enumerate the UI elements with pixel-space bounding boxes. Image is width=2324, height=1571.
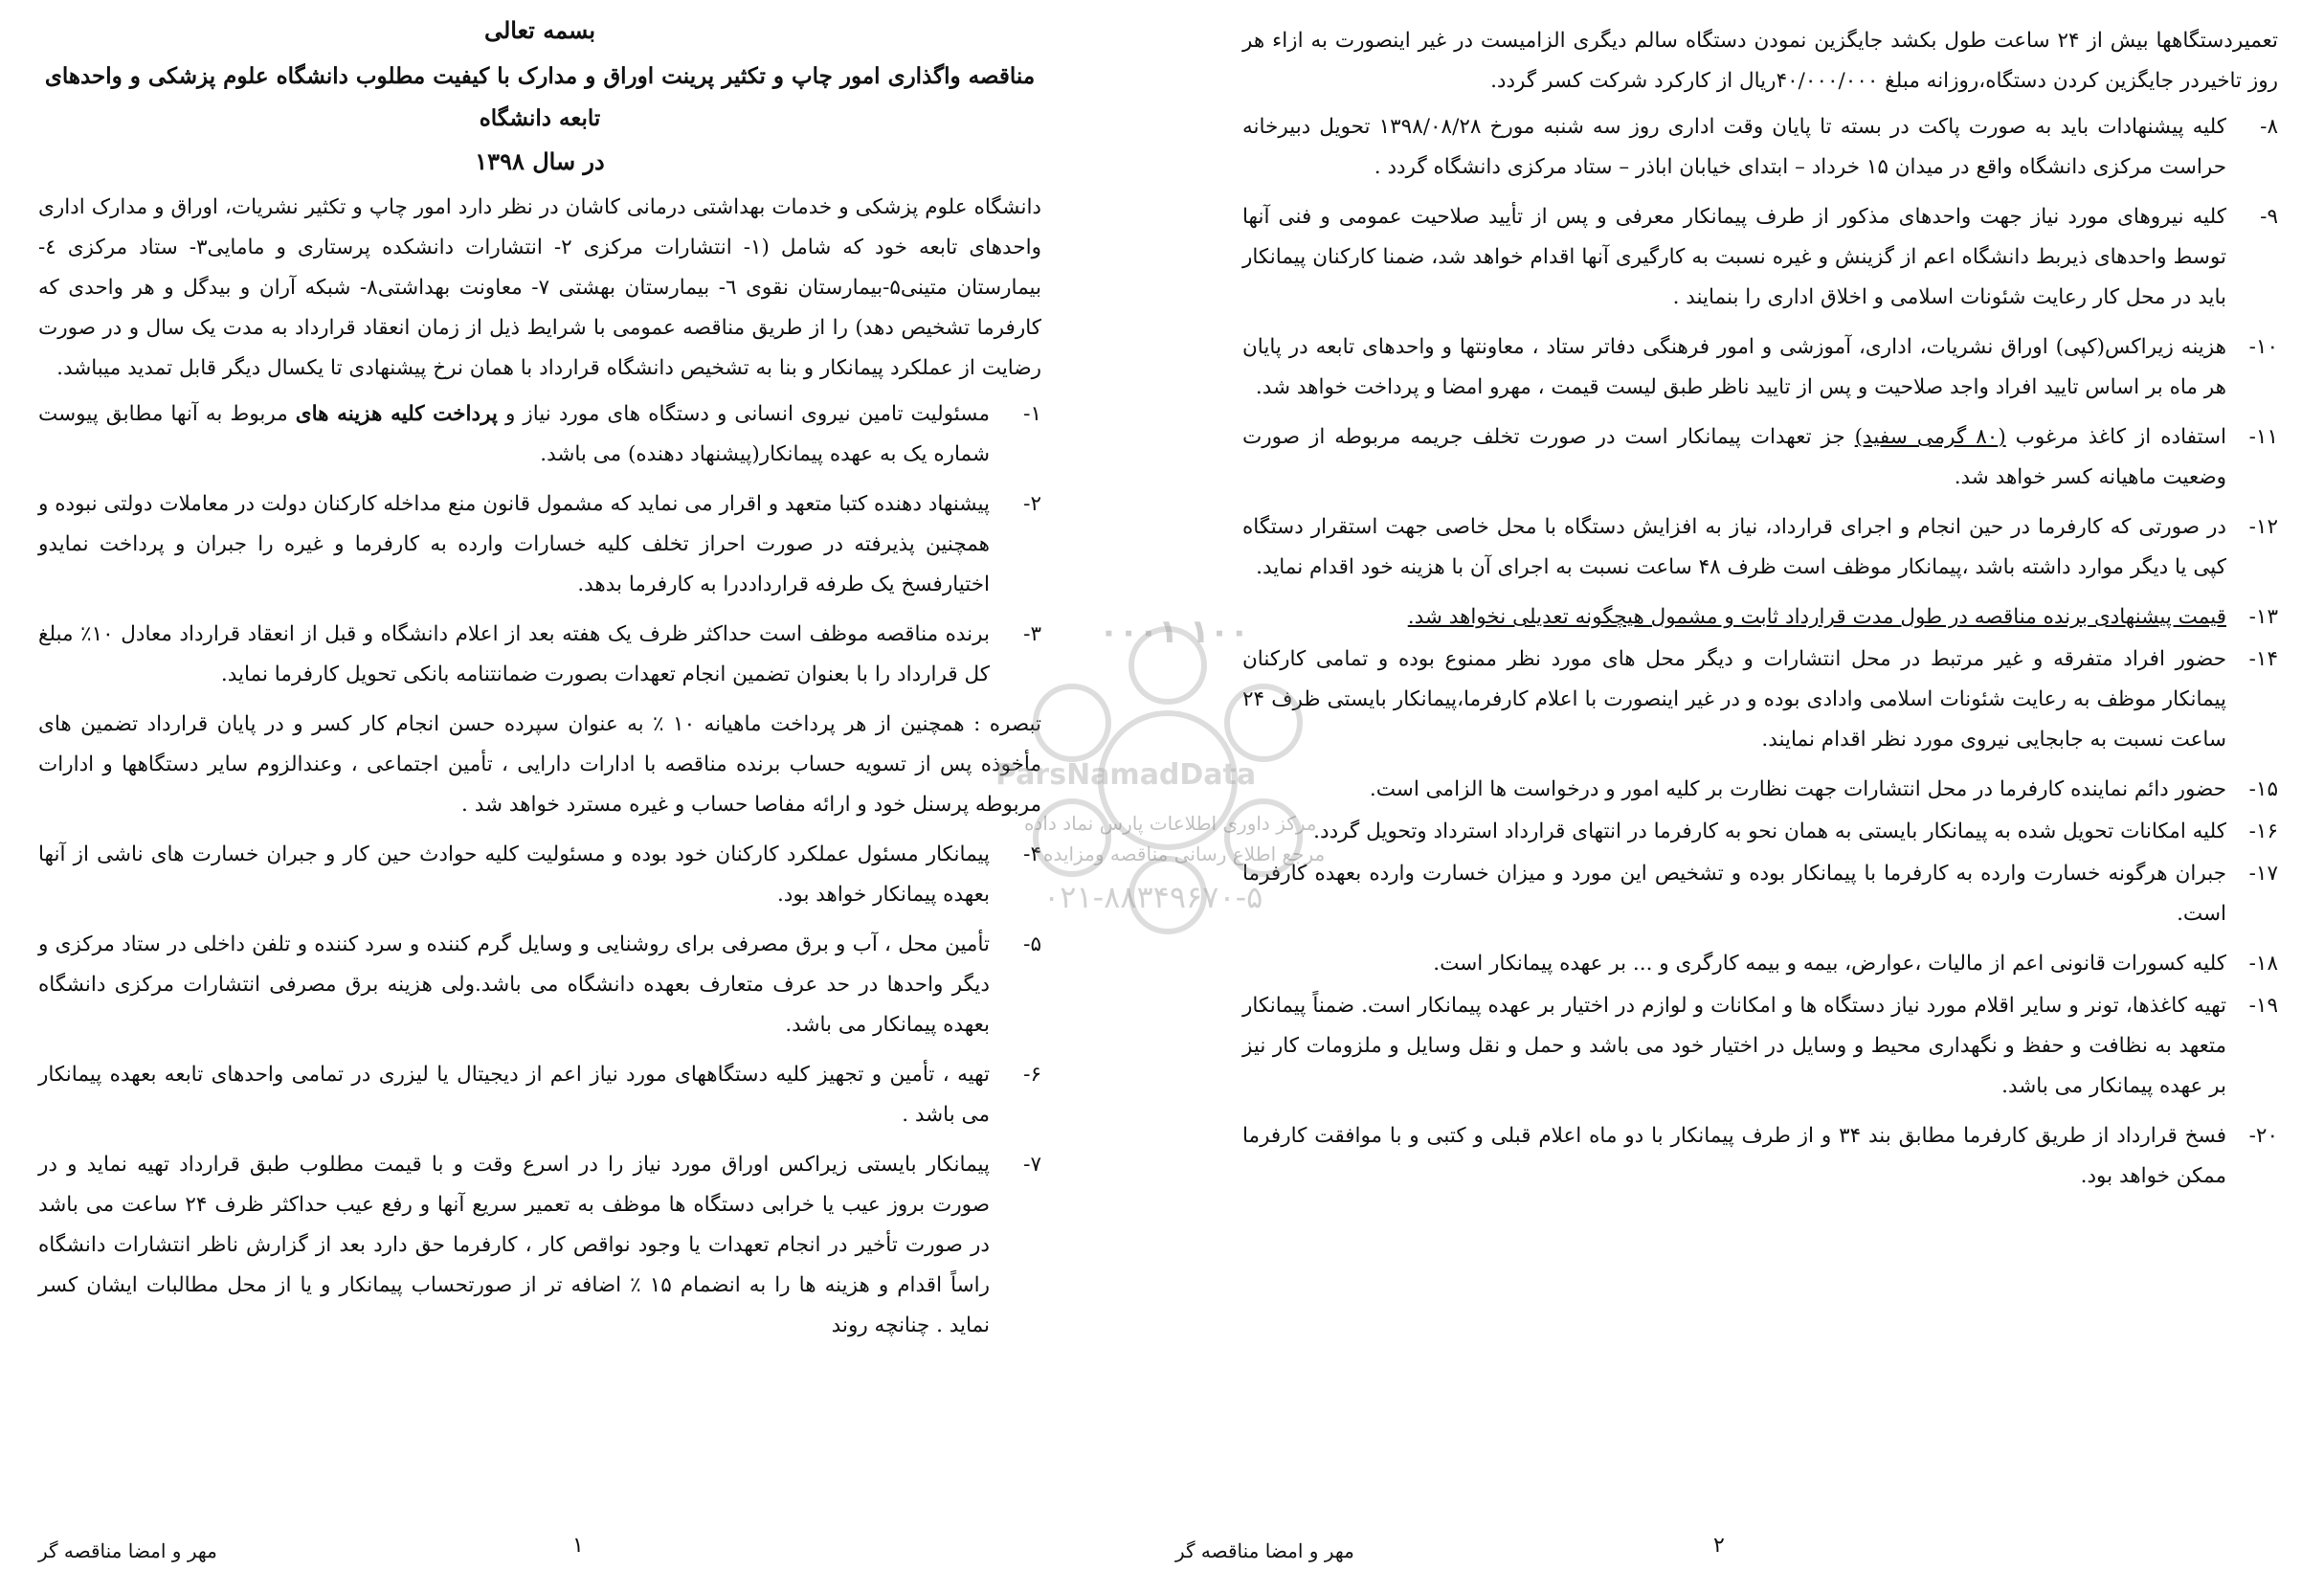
watermark-phone: ۰۲۱-۸۸۳۴۹۶۷۰-۵ xyxy=(1043,879,1263,915)
clause-number: ۲- xyxy=(1023,492,1041,516)
page-1 xyxy=(0,0,1101,1571)
clause-20 xyxy=(1242,1116,2278,1197)
clause-text-bold: پرداخت کلیه هزینه های xyxy=(295,402,498,426)
clause-2 xyxy=(38,484,1041,605)
clause-text: پیشنهاد دهنده کتبا متعهد و اقرار می نماید که مشمول قانون منع مداخله کارکنان دولت در معاملات دولتی نبوده و همچنین پذیرفته در صورت احراز تخلف کلیه خسارات وارده به کارفرما و غیره را جبران و پرداخت نمایدو اختیارفسخ یک طرفه قرارداددرا به کارفرما بدهد. xyxy=(38,492,990,596)
clause-number: ۴- xyxy=(1023,842,1041,866)
signature-label-2: مهر و امضا مناقصه گر xyxy=(1175,1539,1354,1562)
clause-15 xyxy=(1242,770,2278,810)
clause-text: جبران هرگونه خسارت وارده به کارفرما با پیمانکار بوده و تشخیص این مورد و میزان خسارت وارده بعهده کارفرما است. xyxy=(1242,862,2226,926)
clause-number: ۱۰- xyxy=(2248,335,2278,359)
paper-spec-underlined: (۸۰ گرمی سفید) xyxy=(1854,425,2006,449)
clause-text: حضور دائم نماینده کارفرما در محل انتشارات جهت نظارت بر کلیه امور و درخواست ها الزامی است. xyxy=(1369,777,2226,801)
clause-number: ۱۳- xyxy=(2248,605,2278,629)
page-number-1: ۱ xyxy=(572,1534,584,1558)
clause-number: ۱۵- xyxy=(2248,777,2278,801)
clause-number: ۱۴- xyxy=(2248,647,2278,671)
clause-number: ۲۰- xyxy=(2248,1124,2278,1148)
clause-text: در صورتی که کارفرما در حین انجام و اجرای قرارداد، نیاز به افزایش دستگاه با محل خاصی جهت استقرار دستگاه کپی یا دیگر موارد داشته باشد ،پیمانکار موظف است ظرف ۴۸ ساعت نسبت به اجرای آن با هزینه خود اقدام نماید. xyxy=(1242,515,2226,579)
invocation-heading: بسمه تعالی xyxy=(483,16,596,44)
clause-18 xyxy=(1242,944,2278,984)
watermark-brand: ParsNamadData xyxy=(995,758,1257,792)
clause-number: ۱- xyxy=(1023,402,1041,426)
clause-6 xyxy=(38,1055,1041,1135)
clause-text: کلیه امکانات تحویل شده به پیمانکار بایستی به همان نحو به کارفرما در انتهای قرارداد استرداد وتحویل گردد. xyxy=(1313,819,2226,843)
clause-3 xyxy=(38,615,1041,695)
clause-number: ۹- xyxy=(2260,205,2278,229)
clause-4 xyxy=(38,835,1041,915)
clause-text: برنده مناقصه موظف است حداکثر ظرف یک هفته بعد از اعلام دانشگاه و قبل از انعقاد قرارداد معادل ۱۰٪ مبلغ کل قرارداد را با بعنوان تضمین انجام تعهدات بصورت ضمانتنامه بانکی تحویل کارفرما نماید. xyxy=(38,622,990,686)
clause-text: تهیه کاغذها، تونر و سایر اقلام مورد نیاز دستگاه ها و امکانات و لوازم در اختیار بر عهده پیمانکار است. ضمناً پیمانکار متعهد به نظافت و حفظ و نگهداری محیط و وسایل در اختیار خود می باشد و حمل و نقل وسایل و ملزومات کار نیز بر عهده پیمانکار می باشد. xyxy=(1242,994,2226,1098)
clause-17 xyxy=(1242,854,2278,934)
clause-1 xyxy=(38,394,1041,475)
clause-number: ۱۱- xyxy=(2248,425,2278,449)
clause-text: پیمانکار مسئول عملکرد کارکنان خود بوده و مسئولیت کلیه حوادث حین کار و جبران خسارت های ناشی از آنها بعهده پیمانکار خواهد بود. xyxy=(38,842,990,907)
clause-10 xyxy=(1242,327,2278,408)
clause-number: ۱۶- xyxy=(2248,819,2278,843)
clause-5 xyxy=(38,925,1041,1045)
note-paragraph: تبصره : همچنین از هر پرداخت ماهیانه ۱۰ ٪ به عنوان سپرده حسن انجام کار کسر و در پایان قرارداد تضمین های مأخوذه پس از تسویه حساب برنده مناقصه با ادارات دارایی ، تأمین اجتماعی ، وعندالزوم سایر دستگاهها و ادارات مربوطه پرسنل خود و ارائه مفاصا حساب و غیره مسترد خواهد شد . xyxy=(38,712,1041,817)
tender-title: مناقصه واگذاری امور چاپ و تکثیر پرینت اوراق و مدارک با کیفیت مطلوب دانشگاه علوم پزشکی و واحدهای تابعه دانشگاه xyxy=(44,63,1036,131)
clause-number: ۷- xyxy=(1023,1153,1041,1177)
tender-year: در سال ۱۳۹۸ xyxy=(475,147,605,175)
clause-text: کلیه کسورات قانونی اعم از مالیات ،عوارض، بیمه و بیمه کارگری و ... بر عهده پیمانکار است. xyxy=(1433,952,2226,976)
clause-9 xyxy=(1242,197,2278,318)
clause-7 xyxy=(38,1145,1041,1346)
watermark-line-1: مرکز داوری اطلاعات پارس نماد داده xyxy=(1024,812,1317,835)
clause-number: ۱۹- xyxy=(2248,994,2278,1018)
clause-number: ۸- xyxy=(2260,115,2278,139)
clause-text: حضور افراد متفرقه و غیر مرتبط در محل انتشارات و دیگر محل های مورد نظر ممنوع بوده و تمامی کارکنان پیمانکار موظف به رعایت شئونات اسلامی وادادی بوده و در غیر اینصورت با اعلام کارفرما،پیمانکار بایستی ظرف ۲۴ ساعت نسبت به جابجایی نیروی مورد نظر اقدام نمایند. xyxy=(1242,647,2226,752)
clause-12 xyxy=(1242,507,2278,588)
clause-16 xyxy=(1242,812,2278,852)
watermark-code: ۰۰۰۱ ۱۰۰ xyxy=(1099,613,1250,651)
signature-label-1: مهر و امضا مناقصه گر xyxy=(38,1539,217,1562)
clause-number: ۱۲- xyxy=(2248,515,2278,539)
clause-text: کلیه نیروهای مورد نیاز جهت واحدهای مذکور از طرف پیمانکار معرفی و پس از تأیید صلاحیت عمومی و فنی آنها توسط واحدهای ذیربط دانشگاه اعم از گزینش و غیره نسبت به کارگیری آنها اقدام خواهد شد، ضمنا کارکنان پیمانکار باید در محل کار رعایت شئونات اسلامی و اخلاق اداری را بنمایند . xyxy=(1242,205,2226,309)
watermark-line-2: مرجع اطلاع رسانی مناقصه ومزایده xyxy=(1043,842,1326,865)
page-2 xyxy=(1175,0,2324,1571)
clause-14 xyxy=(1242,640,2278,760)
clause-text: تهیه ، تأمین و تجهیز کلیه دستگاههای مورد نیاز اعم از دیجیتال یا لیزری در تمامی واحدهای تابعه بعهده پیمانکار می باشد . xyxy=(38,1063,990,1127)
clause-text: هزینه زیراکس(کپی) اوراق نشریات، اداری، آموزشی و امور فرهنگی دفاتر ستاد ، معاونتها و واحدهای تابعه در پایان هر ماه بر اساس تایید افراد واجد صلاحیت و پس از تایید ناظر طبق لیست قیمت ، مهرو امضا و پرداخت خواهد شد. xyxy=(1242,335,2226,399)
clause-text: تأمین محل ، آب و برق مصرفی برای روشنایی و وسایل گرم کننده و سرد کننده و تلفن داخلی در ستاد مرکزی و دیگر واحدها در حد عرف متعارف بعهده دانشگاه می باشد.ولی هزینه برق مصرفی انتشارات مرکزی دانشگاه بعهده پیمانکار می باشد. xyxy=(38,932,990,1037)
clause-11 xyxy=(1242,417,2278,498)
clause-number: ۱۷- xyxy=(2248,862,2278,886)
clause-text: فسخ قرارداد از طریق کارفرما مطابق بند ۳۴ و از طرف پیمانکار با دو ماه اعلام قبلی و کتبی و با موافقت کارفرما ممکن خواهد بود. xyxy=(1242,1124,2226,1188)
page-number-2: ۲ xyxy=(1713,1534,1725,1558)
clause-text-end: جز تعهدات پیمانکار است در صورت تخلف جریمه مربوطه از صورت وضعیت ماهیانه کسر خواهد شد. xyxy=(1242,425,2226,489)
intro-paragraph: دانشگاه علوم پزشکی و خدمات بهداشتی درمانی کاشان در نظر دارد امور چاپ و تکثیر نشریات، اوراق و مدارک اداری واحدهای تابعه خود که شامل (۱- انتشارات مرکزی ۲- انتشارات دانشکده پرستاری و مامایی۳- ستاد مرکزی ٤-بیمارستان متینی۵-بیمارستان نقوی ٦- بیمارستان بهشتی ۷- معاونت بهداشتی۸- شبکه آران و بیدگل و هر واحدی که کارفرما تشخیص دهد) را از طریق مناقصه عمومی با شرایط ذیل از زمان انعقاد قرارداد به مدت یک سال و در صورت رضایت از عملکرد پیمانکار و بنا به تشخیص دانشگاه قرارداد با همان نرخ پیشنهادی تا یکسال دیگر قابل تمدید میباشد. xyxy=(38,195,1041,380)
clause-text xyxy=(38,394,990,475)
clause-13 xyxy=(1242,597,2278,638)
clause-19 xyxy=(1242,986,2278,1107)
clause-number: ۳- xyxy=(1023,622,1041,646)
clause-number: ۵- xyxy=(1023,932,1041,956)
clause-text-start: مسئولیت تامین نیروی انسانی و دستگاه های مورد نیاز و xyxy=(497,402,990,426)
clause-8 xyxy=(1242,107,2278,188)
clause-text-start: استفاده از کاغذ مرغوب xyxy=(2005,425,2226,449)
clause-text-underlined: قیمت پیشنهادی برنده مناقصه در طول مدت قرارداد ثابت و مشمول هیچگونه تعدیلی نخواهد شد. xyxy=(1407,605,2226,629)
clause-text-end: مربوط به آنها مطابق پیوست شماره یک به عهده پیمانکار(پیشنهاد دهنده) می باشد. xyxy=(38,402,990,466)
clause-text: پیمانکار بایستی زیراکس اوراق مورد نیاز را در اسرع وقت و با قیمت مطلوب طبق قرارداد تهیه نماید و در صورت بروز عیب یا خرابی دستگاه ها موظف به تعمیر سریع آنها و رفع عیب حداکثر ظرف ۲۴ ساعت می باشد در صورت تأخیر در انجام تعهدات یا وجود نواقص کار ، کارفرما حق دارد بعد از گزارش ناظر انتشارات دانشگاه راساً اقدام و هزینه ها را به انضمام ۱۵ ٪ اضافه تر از صورتحساب پیمانکار و یا از محل مطالبات ایشان کسر نماید . چنانچه روند xyxy=(38,1153,990,1337)
clause-number: ۶- xyxy=(1023,1063,1041,1087)
clause-text: کلیه پیشنهادات باید به صورت پاکت در بسته تا پایان وقت اداری روز سه شنبه مورخ ۱۳۹۸/۰۸/۲۸ تحویل دبیرخانه حراست مرکزی دانشگاه واقع در میدان ۱۵ خرداد – ابتدای خیابان اباذر – ستاد مرکزی دانشگاه گردد . xyxy=(1242,115,2226,179)
clause-text xyxy=(1242,417,2226,498)
continued-paragraph: تعمیردستگاهها بیش از ۲۴ ساعت طول بکشد جایگزین نمودن دستگاه سالم دیگری الزامیست در غیر اینصورت به ازاء هر روز تاخیردر جایگزین کردن دستگاه،روزانه مبلغ ۴۰/۰۰۰/۰۰۰ریال از کارکرد شرکت کسر گردد. xyxy=(1242,29,2278,93)
clause-number: ۱۸- xyxy=(2248,952,2278,976)
